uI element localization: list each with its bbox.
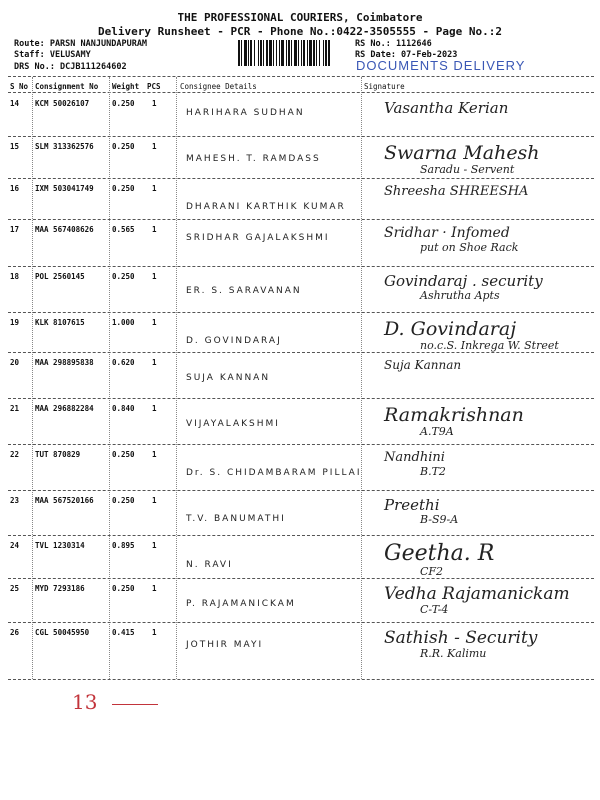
row-consignment-number: SLM 313362576 — [35, 142, 94, 151]
row-weight: 0.840 — [112, 404, 135, 413]
row-consignment-number: MAA 567408626 — [35, 225, 94, 234]
row-weight: 0.250 — [112, 450, 135, 459]
row-consignment-number: MAA 298895838 — [35, 358, 94, 367]
row-signature-note: no.c.S. Inkrega W. Street — [420, 339, 559, 352]
count-underline — [112, 704, 158, 705]
row-weight: 0.250 — [112, 99, 135, 108]
row-serial-number: 20 — [10, 358, 20, 367]
row-signature: Shreesha SHREESHA — [384, 184, 529, 199]
row-signature: Sathish - Security — [384, 628, 538, 648]
row-divider — [8, 444, 594, 445]
rs-date: RS Date: 07-Feb-2023 — [355, 50, 458, 60]
row-signature: Swarna Mahesh — [384, 142, 540, 164]
row-signature: Govindaraj . security — [384, 272, 543, 290]
route-label: Route: PARSN NANJUNDAPURAM — [14, 39, 148, 49]
col-consignment-header: Consignment No — [35, 82, 99, 91]
row-signature: Ramakrishnan — [384, 404, 524, 426]
row-signature-note: put on Shoe Rack — [420, 241, 519, 254]
row-consignment-number: MAA 567520166 — [35, 496, 94, 505]
col-sno-header: S No — [10, 82, 29, 91]
row-weight: 1.000 — [112, 318, 135, 327]
row-serial-number: 26 — [10, 628, 20, 637]
row-consignee-name: DHARANI KARTHIK KUMAR — [186, 202, 346, 212]
row-weight: 0.250 — [112, 584, 135, 593]
row-signature-note: R.R. Kalimu — [420, 647, 487, 660]
row-signature: Vasantha Kerian — [384, 99, 509, 117]
row-divider — [8, 136, 594, 137]
row-serial-number: 18 — [10, 272, 20, 281]
row-signature-note: B.T2 — [420, 465, 446, 478]
barcode-image — [238, 40, 348, 66]
row-signature-note: CF2 — [420, 565, 444, 578]
runsheet-subtitle: Delivery Runsheet - PCR - Phone No.:0422-3505555 - Page No.:2 — [98, 25, 502, 38]
row-consignee-name: P. RAJAMANICKAM — [186, 599, 296, 609]
row-consignment-number: TVL 1230314 — [35, 541, 85, 550]
drs-number: DRS No.: DCJB111264602 — [14, 62, 127, 72]
row-weight: 0.250 — [112, 272, 135, 281]
row-pieces: 1 — [152, 584, 157, 593]
row-divider — [8, 178, 594, 179]
header-top-rule — [8, 76, 594, 77]
row-signature: Geetha. R — [384, 541, 495, 566]
row-consignment-number: MYD 7293186 — [35, 584, 85, 593]
company-title: THE PROFESSIONAL COURIERS, Coimbatore — [177, 11, 423, 24]
row-pieces: 1 — [152, 225, 157, 234]
row-weight: 0.895 — [112, 541, 135, 550]
row-pieces: 1 — [152, 99, 157, 108]
row-divider — [8, 219, 594, 220]
row-serial-number: 23 — [10, 496, 20, 505]
row-weight: 0.620 — [112, 358, 135, 367]
row-serial-number: 25 — [10, 584, 20, 593]
row-signature: Preethi — [384, 496, 440, 514]
header-bottom-rule — [8, 92, 594, 93]
row-consignment-number: POL 2560145 — [35, 272, 85, 281]
handwritten-count: 13 — [72, 690, 98, 714]
col-weight-header: Weight — [112, 82, 140, 91]
row-signature-note: C-T-4 — [420, 603, 449, 616]
col-signature-header: Signature — [364, 82, 405, 91]
row-consignee-name: VIJAYALAKSHMI — [186, 419, 280, 429]
row-consignee-name: JOTHIR MAYI — [186, 640, 264, 650]
rs-number: RS No.: 1112646 — [355, 39, 432, 49]
row-signature-note: Saradu - Servent — [420, 163, 515, 176]
staff-label: Staff: VELUSAMY — [14, 50, 91, 60]
row-divider — [8, 578, 594, 579]
row-signature-note: Ashrutha Apts — [420, 289, 500, 302]
row-signature: Nandhini — [384, 450, 445, 465]
row-consignee-name: SUJA KANNAN — [186, 373, 271, 383]
row-signature: Vedha Rajamanickam — [384, 584, 570, 604]
row-consignee-name: ER. S. SARAVANAN — [186, 286, 302, 296]
row-consignee-name: HARIHARA SUDHAN — [186, 108, 305, 118]
row-consignee-name: D. GOVINDARAJ — [186, 336, 282, 346]
row-divider — [8, 398, 594, 399]
documents-delivery-stamp: DOCUMENTS DELIVERY — [356, 58, 526, 73]
row-pieces: 1 — [152, 142, 157, 151]
col-consignee-header: Consignee Details — [180, 82, 257, 91]
row-consignment-number: IXM 503041749 — [35, 184, 94, 193]
row-consignee-name: T.V. BANUMATHI — [186, 514, 286, 524]
row-signature: Sridhar · Infomed — [384, 225, 510, 241]
row-consignment-number: TUT 870829 — [35, 450, 81, 459]
row-weight: 0.250 — [112, 184, 135, 193]
row-consignee-name: N. RAVI — [186, 560, 233, 570]
col-pcs-header: PCS — [147, 82, 161, 91]
row-consignment-number: KCM 50026107 — [35, 99, 90, 108]
row-divider — [8, 266, 594, 267]
row-signature: D. Govindaraj — [384, 318, 517, 340]
row-consignee-name: MAHESH. T. RAMDASS — [186, 154, 321, 164]
row-divider — [8, 312, 594, 313]
row-serial-number: 22 — [10, 450, 20, 459]
col-divider — [32, 77, 33, 679]
row-consignment-number: KLK 8107615 — [35, 318, 85, 327]
row-serial-number: 14 — [10, 99, 20, 108]
row-serial-number: 19 — [10, 318, 20, 327]
row-consignment-number: MAA 296882284 — [35, 404, 94, 413]
row-divider — [8, 490, 594, 491]
row-pieces: 1 — [152, 628, 157, 637]
row-divider — [8, 622, 594, 623]
row-pieces: 1 — [152, 496, 157, 505]
row-serial-number: 24 — [10, 541, 20, 550]
row-serial-number: 17 — [10, 225, 20, 234]
row-signature: Suja Kannan — [384, 358, 462, 372]
row-pieces: 1 — [152, 450, 157, 459]
col-divider — [176, 77, 177, 679]
row-pieces: 1 — [152, 541, 157, 550]
row-pieces: 1 — [152, 184, 157, 193]
row-consignment-number: CGL 50045950 — [35, 628, 90, 637]
row-weight: 0.250 — [112, 142, 135, 151]
row-weight: 0.565 — [112, 225, 135, 234]
row-weight: 0.250 — [112, 496, 135, 505]
col-divider — [109, 77, 110, 679]
row-serial-number: 15 — [10, 142, 20, 151]
col-divider — [361, 77, 362, 679]
row-consignee-name: SRIDHAR GAJALAKSHMI — [186, 233, 330, 243]
row-signature-note: A.T9A — [420, 425, 454, 438]
row-pieces: 1 — [152, 318, 157, 327]
row-weight: 0.415 — [112, 628, 135, 637]
row-pieces: 1 — [152, 404, 157, 413]
row-divider — [8, 535, 594, 536]
row-serial-number: 16 — [10, 184, 20, 193]
row-divider — [8, 352, 594, 353]
row-signature-note: B-S9-A — [420, 513, 459, 526]
row-serial-number: 21 — [10, 404, 20, 413]
row-pieces: 1 — [152, 358, 157, 367]
row-divider — [8, 679, 594, 680]
row-consignee-name: Dr. S. CHIDAMBARAM PILLAI — [186, 468, 362, 478]
row-pieces: 1 — [152, 272, 157, 281]
